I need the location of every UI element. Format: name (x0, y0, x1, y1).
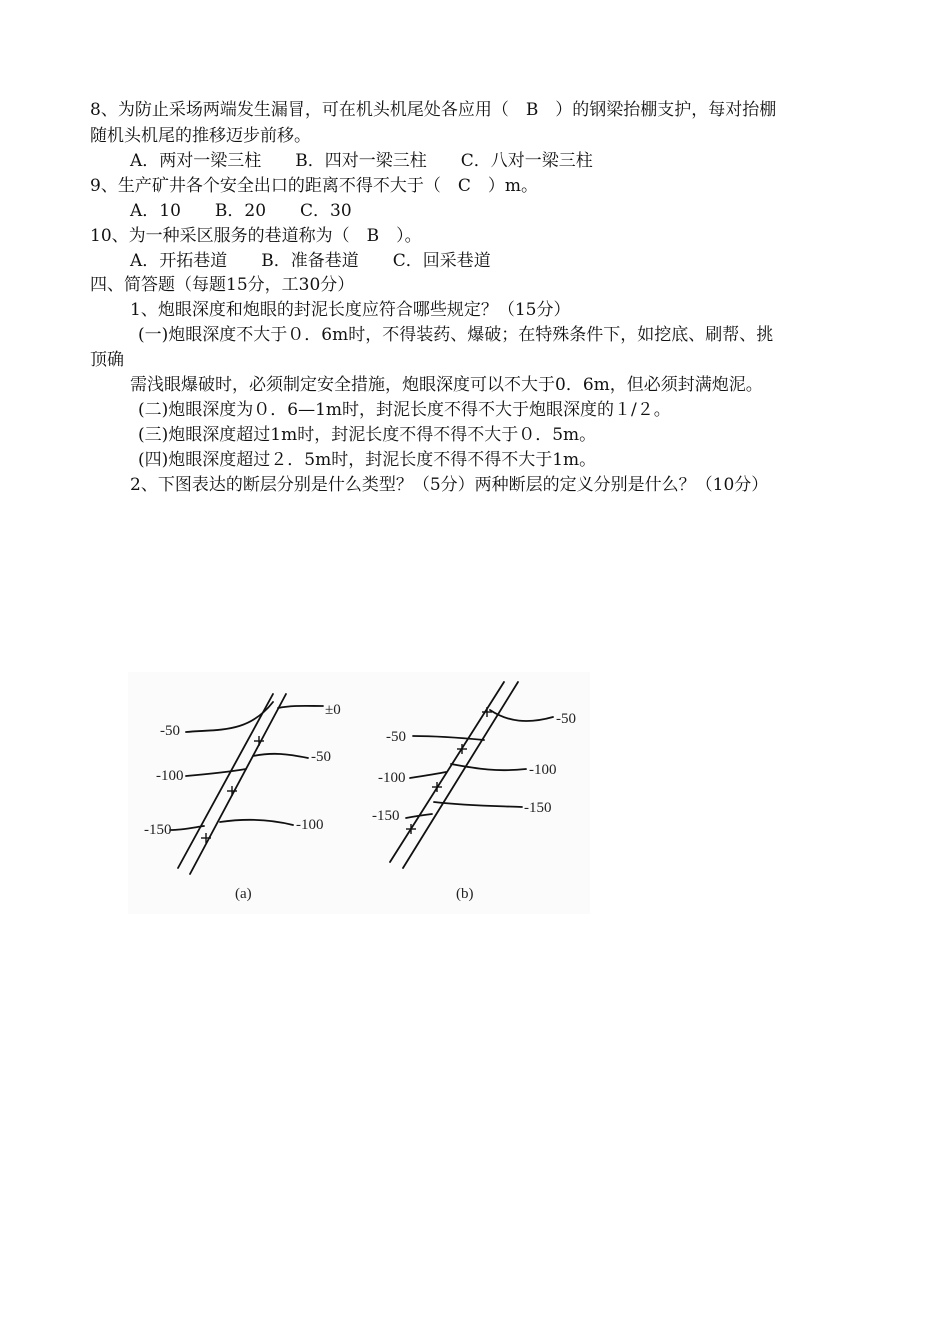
fault-a-line-right (190, 694, 286, 874)
contour-b-minus100-right (451, 764, 526, 770)
contour-a-zero-right (278, 706, 323, 708)
question-8-line-1: 8、为防止采场两端发生漏冒，可在机头机尾处各应用（ B ）的钢梁抬棚支护，每对抬棚 (90, 100, 777, 120)
contour-a-minus50-right (253, 754, 308, 758)
contour-b-minus100-left (410, 772, 446, 778)
question-10-options: A．开拓巷道 B．准备巷道 C．回采巷道 (130, 251, 491, 271)
section-heading: 四、简答题（每题15分，工30分） (90, 275, 355, 295)
fault-diagram (128, 672, 590, 914)
answer-1-item-4: (四)炮眼深度超过２．5m时，封泥长度不得不得不大于1m。 (138, 450, 597, 470)
question-10: 10、为一种采区服务的巷道称为（ B ）。 (90, 226, 422, 246)
contour-label: -100 (296, 817, 324, 833)
answer-1-item-1-cont2: 需浅眼爆破时，必须制定安全措施，炮眼深度可以不大于0．6m，但必须封满炮泥。 (130, 375, 763, 395)
caption-a: (a) (235, 886, 252, 902)
fault-b-line-right (403, 682, 518, 868)
answer-1-item-3: (三)炮眼深度超过1m时，封泥长度不得不得不大于０．5m。 (138, 425, 597, 445)
question-9-options: A．10 B．20 C．30 (130, 201, 352, 221)
contour-a-minus100-left (186, 769, 246, 776)
caption-b: (b) (456, 886, 474, 902)
question-8-options: A．两对一梁三柱 B．四对一梁三柱 C．八对一梁三柱 (130, 151, 593, 171)
answer-1-item-2: (二)炮眼深度为０．6—1m时，封泥长度不得不大于炮眼深度的１/２。 (138, 400, 671, 420)
contour-label: -100 (156, 768, 184, 784)
short-answer-2: 2、下图表达的断层分别是什么类型？（5分）两种断层的定义分别是什么？（10分） (130, 475, 769, 495)
answer-1-item-1-cont: 顶确 (90, 350, 124, 370)
fault-diagram-drawing (128, 672, 590, 914)
fault-a-line-left (178, 694, 273, 868)
question-8-line-2: 随机头机尾的推移迈步前移。 (90, 126, 311, 146)
contour-a-minus100-right (220, 820, 293, 825)
contour-label: -150 (144, 822, 172, 838)
contour-label: -150 (524, 800, 552, 816)
contour-label: -50 (386, 729, 406, 745)
contour-label: ±0 (325, 702, 341, 718)
short-answer-1: 1、炮眼深度和炮眼的封泥长度应符合哪些规定？（15分） (130, 300, 571, 320)
contour-label: -100 (529, 762, 557, 778)
question-9: 9、生产矿井各个安全出口的距离不得不大于（ C ）m。 (90, 176, 538, 196)
contour-label: -100 (378, 770, 406, 786)
answer-1-item-1: (一)炮眼深度不大于０．6m时，不得装药、爆破；在特殊条件下，如挖底、刷帮、挑 (138, 325, 774, 345)
contour-label: -50 (311, 749, 331, 765)
contour-label: -150 (372, 808, 400, 824)
contour-b-minus50-left (413, 736, 484, 740)
contour-label: -50 (160, 723, 180, 739)
contour-label: -50 (556, 711, 576, 727)
contour-b-minus150-right (434, 802, 522, 807)
